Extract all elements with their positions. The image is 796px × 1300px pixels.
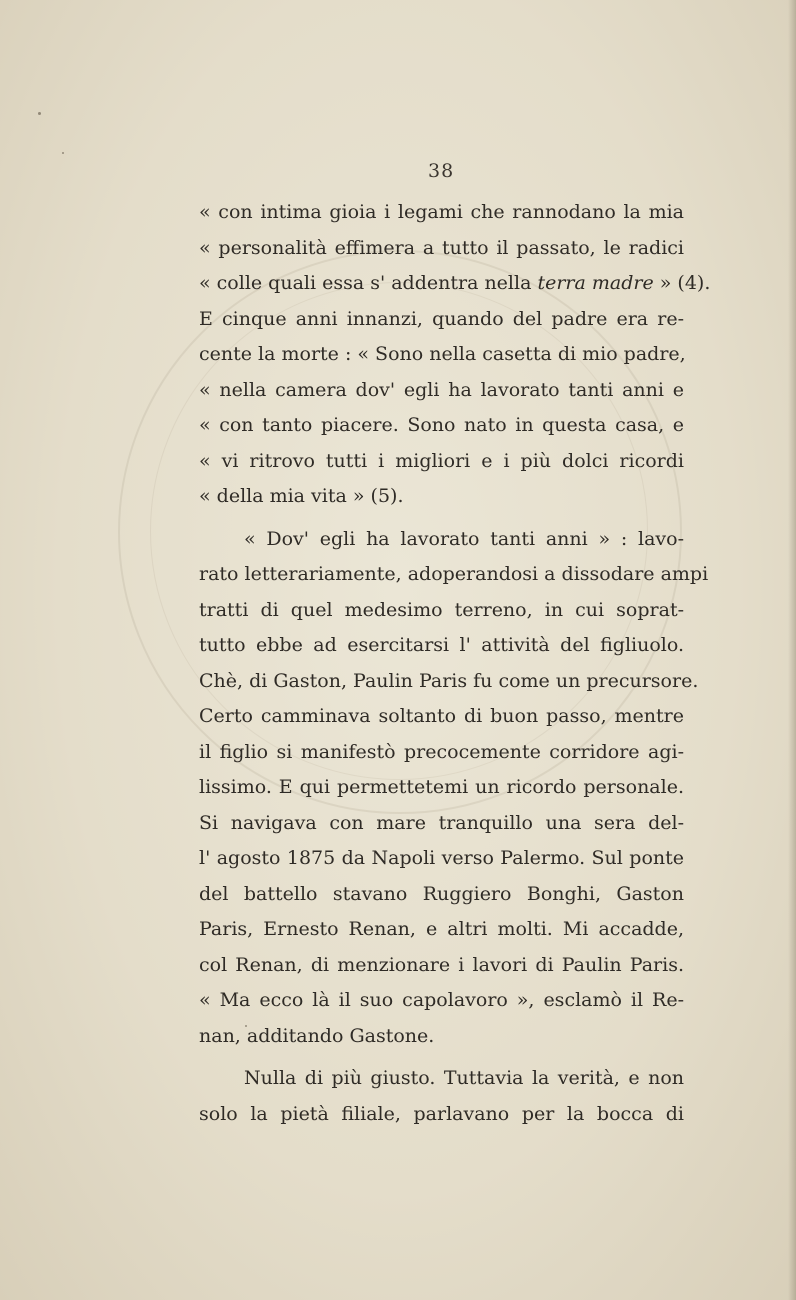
text-line: l' agosto 1875 da Napoli verso Palermo. Sul ponte <box>199 847 684 869</box>
text-line-head: « colle quali essa s' addentra nella <box>199 272 538 294</box>
text-line: E cinque anni innanzi, quando del padre era re- <box>199 307 684 330</box>
italic-phrase: terra madre <box>537 272 654 294</box>
text-line: nan, additando Gastone. <box>199 1024 435 1047</box>
text-line: del battello stavano Ruggiero Bonghi, Gaston <box>199 882 684 905</box>
text-line: tratti di quel medesimo terreno, in cui soprat- <box>199 598 684 621</box>
text-line: cente la morte : « Sono nella casetta di mio padre, <box>199 343 686 365</box>
text-line: « personalità effimera a tutto il passato, le radici <box>199 236 684 259</box>
text-line: solo la pietà filiale, parlavano per la bocca di <box>199 1102 684 1125</box>
text-line: « nella camera dov' egli ha lavorato tanti anni e <box>199 378 684 401</box>
text-line: Paris, Ernesto Renan, e altri molti. Mi accadde, <box>199 918 684 940</box>
text-line: tutto ebbe ad esercitarsi l' attività del figliuolo. <box>199 634 684 656</box>
text-line: « Ma ecco là il suo capolavoro », esclamò il Re- <box>199 989 684 1011</box>
text-line: « con intima gioia i legami che rannodano la mia <box>199 201 684 223</box>
text-line <box>199 266 711 302</box>
text-line: Si navigava con mare tranquillo una sera del- <box>199 811 684 834</box>
page-edge-shadow <box>788 0 796 1300</box>
text-line: lissimo. E qui permettetemi un ricordo personale. <box>199 776 684 798</box>
text-line: « della mia vita » (5). <box>199 485 404 507</box>
text-line: Certo camminava soltanto di buon passo, mentre <box>199 705 684 727</box>
paragraph-first-line: Nulla di più giusto. Tuttavia la verità, e non <box>244 1067 684 1089</box>
text-line: il figlio si manifestò precocemente corridore agi- <box>199 740 684 763</box>
body-text <box>199 195 711 1132</box>
text-line: Chè, di Gaston, Paulin Paris fu come un precursore. <box>199 669 699 692</box>
paper-speck <box>62 152 64 154</box>
paragraph-first-line: « Dov' egli ha lavorato tanti anni » : lavo- <box>244 527 684 550</box>
text-line: « con tanto piacere. Sono nato in questa casa, e <box>199 414 684 436</box>
page-number: 38 <box>428 160 455 182</box>
text-line: « vi ritrovo tutti i migliori e i più dolci ricordi <box>199 449 684 472</box>
text-line-tail: » (4). <box>653 272 711 294</box>
text-line: col Renan, di menzionare i lavori di Paulin Paris. <box>199 953 684 976</box>
text-line: rato letterariamente, adoperandosi a dissodare ampi <box>199 563 709 585</box>
paper-speck <box>38 112 41 115</box>
